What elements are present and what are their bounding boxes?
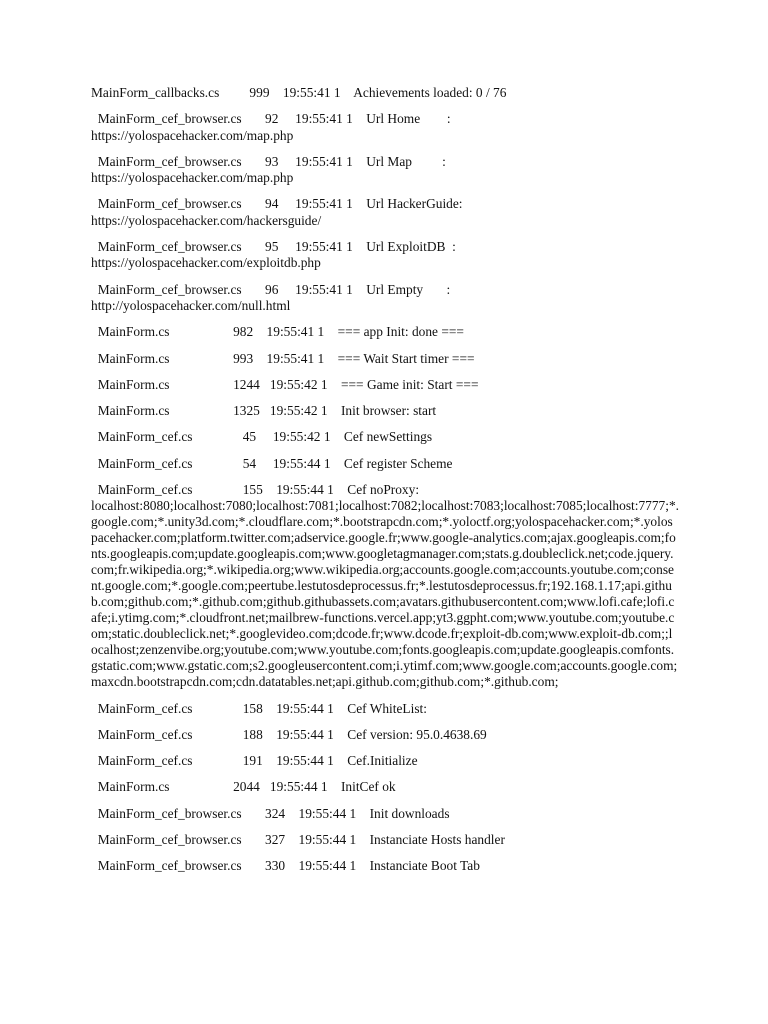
log-entry bbox=[91, 806, 679, 822]
log-line: MainForm_callbacks.cs 999 19:55:41 1 Achievements loaded: 0 / 76 bbox=[91, 85, 507, 100]
log-line-continuation: https://yolospacehacker.com/map.php bbox=[91, 127, 294, 143]
log-line: MainForm_cef_browser.cs 324 19:55:44 1 Init downloads bbox=[91, 805, 450, 821]
noproxy-host-list: localhost:8080;localhost:7080;localhost:7081;localhost:7082;localhost:7083;localhost:7085;localhost:7777;*.google.com;*.unity3d.com;*.cloudflare.com;*.bootstrapcdn.com;*.yoloctf.org;yolospacehacker.com;*.yolospacehacker.com;platform.twitter.com;adservice.google.fr;www.google-analytics.com;ajax.googleapis.com;fonts.googleapis.com;update.googleapis.com;www.googletagmanager.com;stats.g.doubleclick.net;code.jquery.com;fr.wikipedia.org;*.wikipedia.org;www.wikipedia.org;accounts.google.com;accounts.youtube.com;consent.google.com;*.google.com;peertube.lestutosdeprocessus.fr;*.lestutosdeprocessus.fr;192.168.1.17;api.github.com;github.com;*.github.com;github.githubassets.com;avatars.githubusercontent.com;www.lofi.cafe;lofi.cafe;i.ytimg.com;*.cloudfront.net;mailbrew-functions.vercel.app;yt3.ggpht.com;www.youtube.com;youtube.com;static.doubleclick.net;*.googlevideo.com;dcode.fr;www.dcode.fr;exploit-db.com;www.exploit-db.com;;localhost;zenzenvibe.org;youtube.com;www.youtube.com;fonts.googleapis.com;update.googleapis.comfonts.gstatic.com;www.gstatic.com;s2.googleusercontent.com;i.ytimf.com;www.google.com;accounts.google.com;maxcdn.bootstrapcdn.com;cdn.datatables.net;api.github.com;github.com;*.github.com; bbox=[91, 498, 680, 690]
log-line: MainForm_cef_browser.cs 94 19:55:41 1 Url HackerGuide: bbox=[91, 196, 463, 212]
log-line: MainForm_cef.cs 54 19:55:44 1 Cef register Scheme bbox=[91, 455, 453, 471]
log-line: MainForm_cef_browser.cs 95 19:55:41 1 Url ExploitDB : bbox=[91, 239, 456, 255]
log-line: MainForm_cef_browser.cs 96 19:55:41 1 Url Empty : bbox=[91, 281, 451, 297]
log-entry bbox=[91, 456, 679, 472]
log-entry bbox=[91, 727, 679, 743]
log-line-continuation: http://yolospacehacker.com/null.html bbox=[91, 297, 291, 313]
log-line-continuation: https://yolospacehacker.com/hackersguide/ bbox=[91, 212, 322, 228]
log-line: MainForm_cef_browser.cs 92 19:55:41 1 Url Home : bbox=[91, 111, 451, 127]
log-line: MainForm.cs 2044 19:55:44 1 InitCef ok bbox=[91, 779, 396, 795]
log-line: MainForm.cs 1325 19:55:42 1 Init browser: start bbox=[91, 403, 437, 419]
log-line: MainForm.cs 993 19:55:41 1 === Wait Start timer === bbox=[91, 350, 475, 366]
log-entry bbox=[91, 701, 679, 717]
log-entry bbox=[91, 377, 679, 393]
log-line: MainForm_cef.cs 45 19:55:42 1 Cef newSettings bbox=[91, 429, 433, 445]
log-entry bbox=[91, 196, 679, 229]
log-entry bbox=[91, 832, 679, 848]
log-line: MainForm_cef.cs 158 19:55:44 1 Cef WhiteList: bbox=[91, 700, 427, 716]
log-line: MainForm.cs 1244 19:55:42 1 === Game init: Start === bbox=[91, 376, 479, 392]
log-entry bbox=[91, 351, 679, 367]
log-entry bbox=[91, 429, 679, 445]
log-line-continuation: https://yolospacehacker.com/exploitdb.php bbox=[91, 255, 321, 271]
log-line: MainForm_cef.cs 191 19:55:44 1 Cef.Initialize bbox=[91, 753, 418, 769]
log-entry bbox=[91, 403, 679, 419]
log-line: MainForm_cef.cs 155 19:55:44 1 Cef noProxy: bbox=[91, 482, 420, 498]
log-entry bbox=[91, 111, 679, 144]
log-entry bbox=[91, 85, 679, 101]
log-line: MainForm_cef_browser.cs 327 19:55:44 1 Instanciate Hosts handler bbox=[91, 832, 505, 848]
log-entry bbox=[91, 154, 679, 187]
log-document bbox=[91, 85, 679, 885]
log-line: MainForm_cef_browser.cs 93 19:55:41 1 Url Map : bbox=[91, 153, 446, 169]
log-entry bbox=[91, 239, 679, 272]
log-entry bbox=[91, 779, 679, 795]
log-entry bbox=[91, 324, 679, 340]
log-entry bbox=[91, 753, 679, 769]
log-line-continuation: https://yolospacehacker.com/map.php bbox=[91, 170, 294, 186]
log-entry-noproxy bbox=[91, 482, 679, 690]
log-line: MainForm_cef_browser.cs 330 19:55:44 1 Instanciate Boot Tab bbox=[91, 858, 480, 874]
log-line: MainForm.cs 982 19:55:41 1 === app Init: done === bbox=[91, 324, 464, 340]
log-line: MainForm_cef.cs 188 19:55:44 1 Cef version: 95.0.4638.69 bbox=[91, 726, 487, 742]
log-entry bbox=[91, 858, 679, 874]
log-entry bbox=[91, 282, 679, 315]
